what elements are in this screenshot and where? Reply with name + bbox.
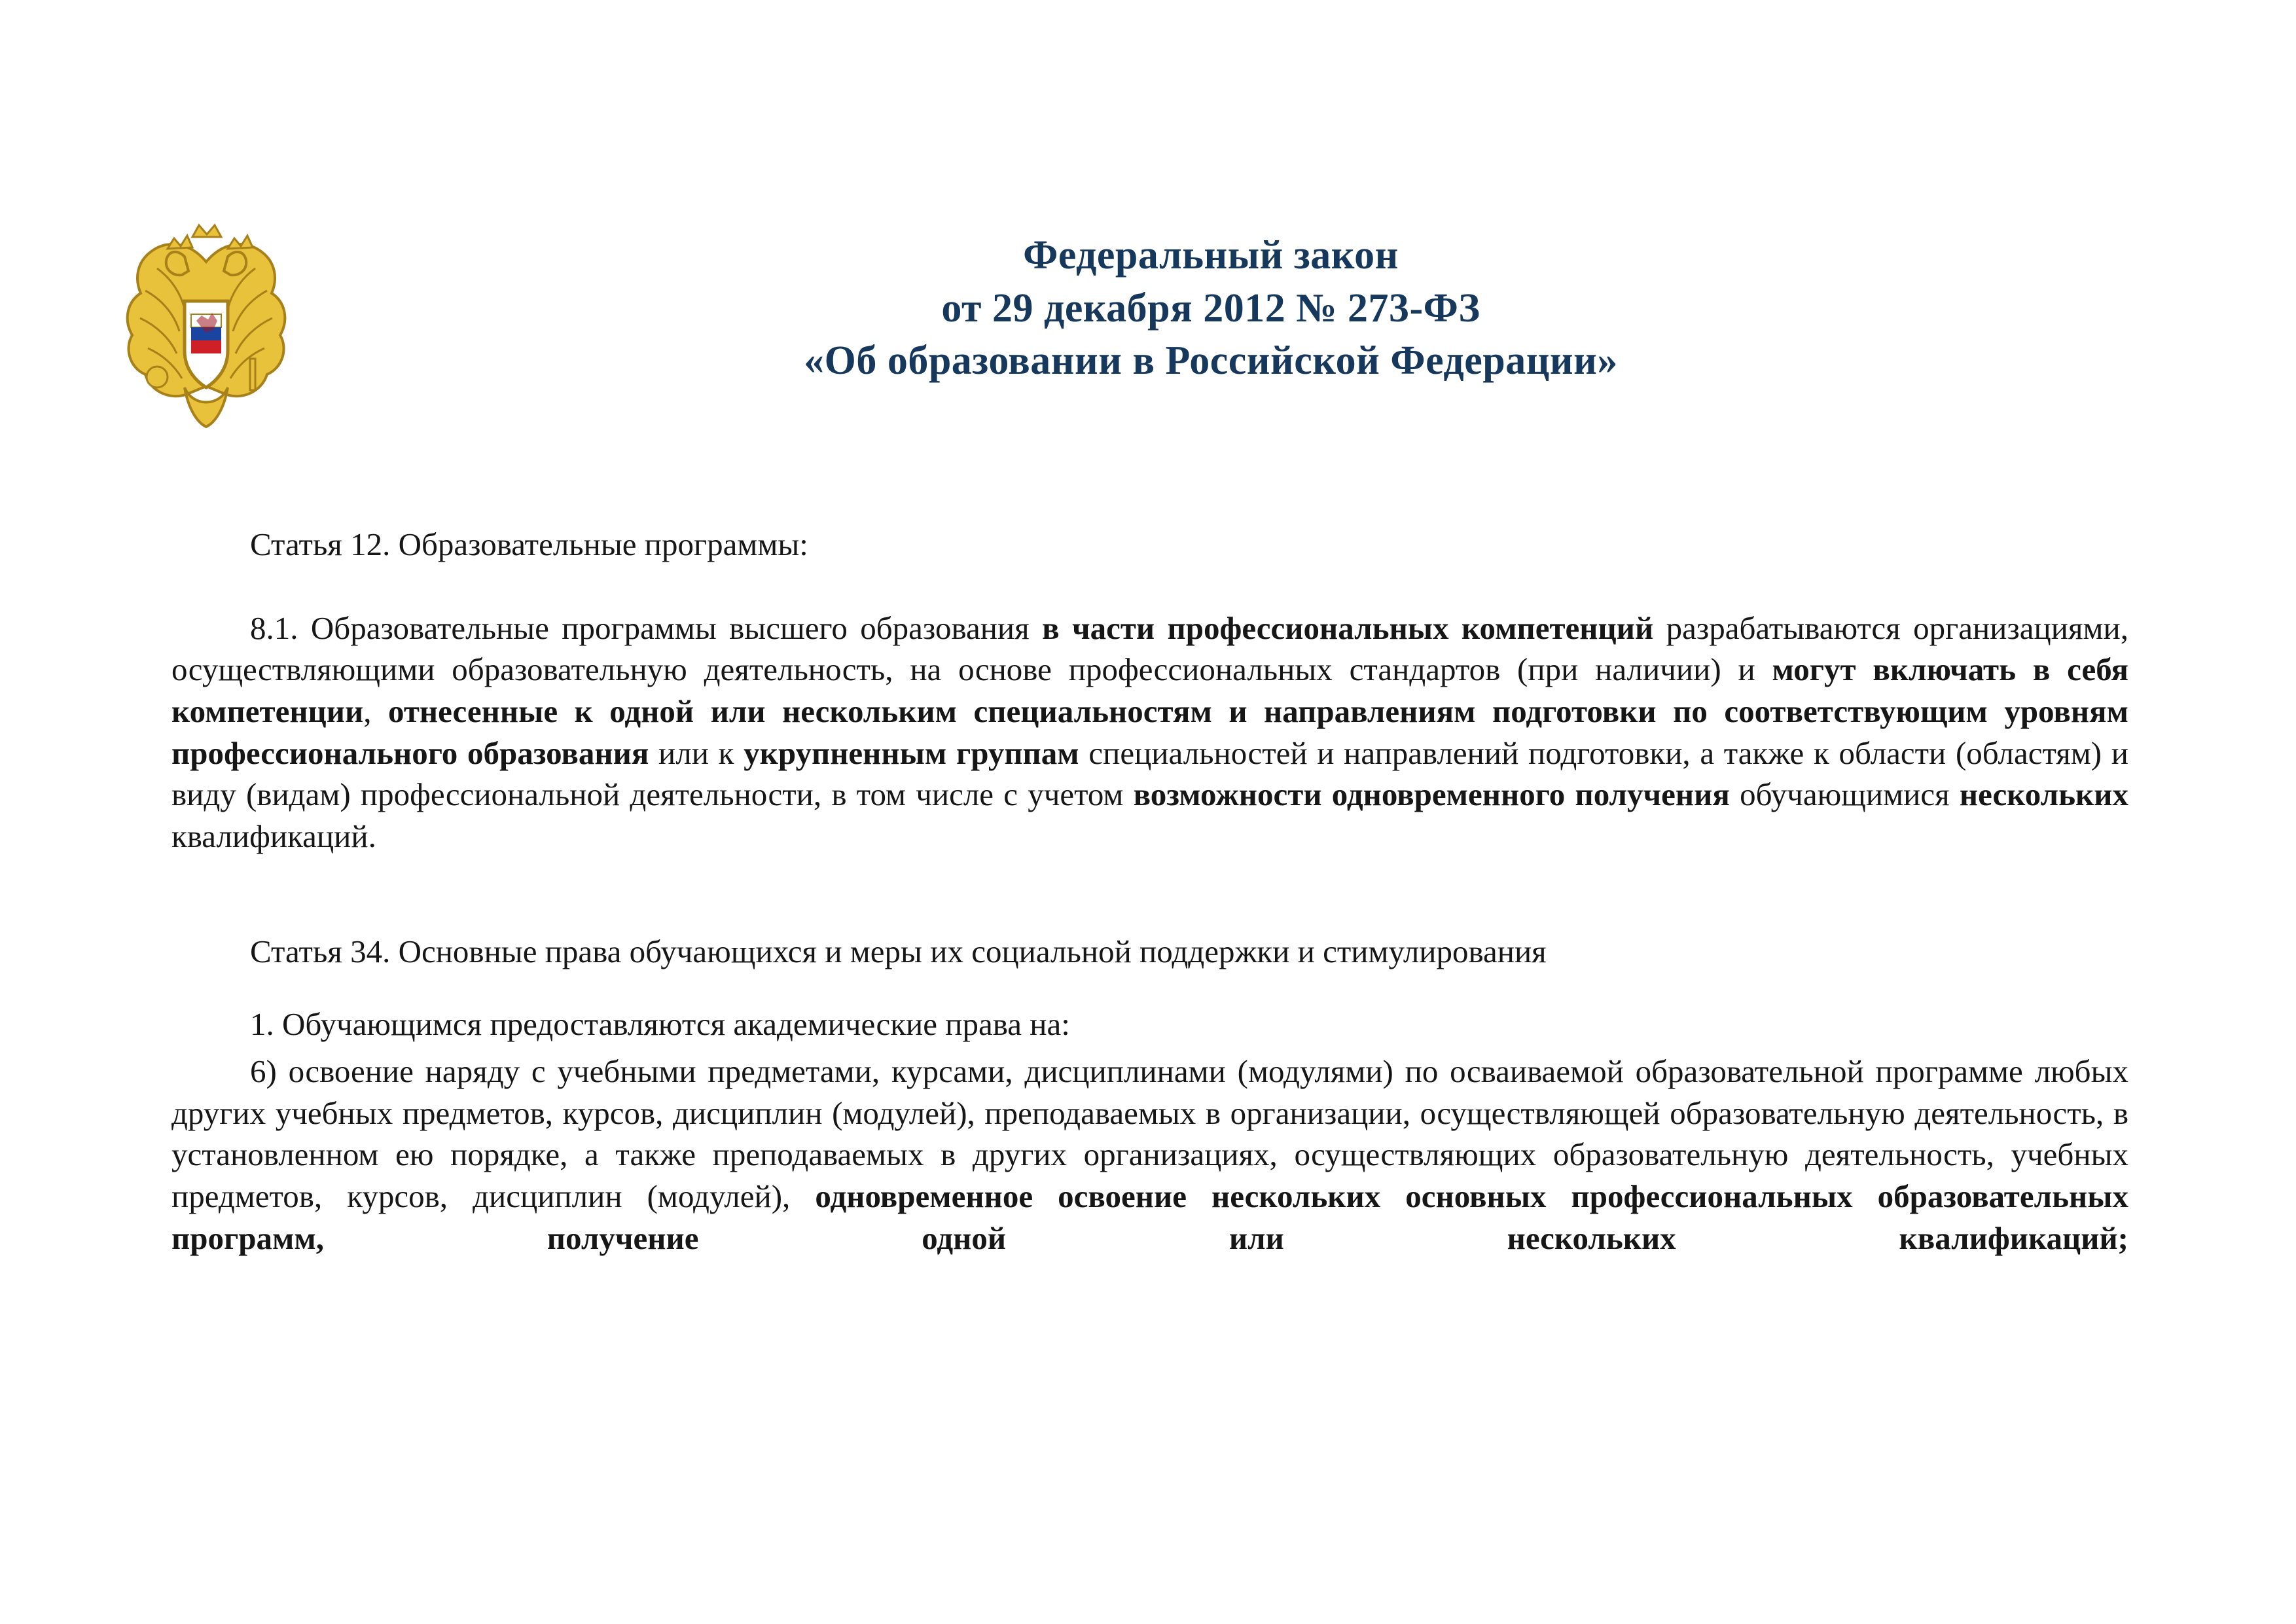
clause-6-paragraph [171, 1051, 2128, 1301]
clause-8-1-bold-3: отнесенные к одной или нескольким специальностям и направлениям подготовки по соответствующим уровням профессионального образования [171, 693, 2128, 771]
clause-8-1-paragraph [171, 607, 2128, 899]
clause-8-1-text-5: специальностей и направлений подготовки, а также к области (областям) и виду (видам) профессиональной деятельности, в том числе с учетом [171, 734, 2128, 813]
clause-8-1-bold-4: укрупненным группам [744, 734, 1079, 771]
title-line-3: «Об образовании в Российской Федерации» [804, 338, 1618, 384]
article-34-heading: Статья 34. Основные права обучающихся и меры их социальной поддержки и стимулирования [250, 933, 1547, 969]
russian-federation-coat-of-arms-icon [111, 223, 301, 432]
clause-8-1-text-3: , [363, 693, 388, 730]
document-header [0, 216, 2296, 478]
document-body [171, 524, 2128, 1301]
clause-1-paragraph: 1. Обучающимся предоставляются академические права на: [250, 1006, 1070, 1043]
clause-8-1-bold-5: возможности одновременного получения [1133, 776, 1730, 813]
clause-8-1-bold-6: нескольких [1959, 776, 2128, 813]
clause-8-1-bold-2: могут включать в себя компетенции [171, 651, 2129, 730]
clause-6-text-1: 6) освоение наряду с учебными предметами, курсами, дисциплинами (модулями) по осваиваемой образовательной программе любых других учебных предметов, курсов, дисциплин (модулей), преподаваемых в организации, осуществляющей образовательную деятельность, в установленном ею порядке, а также преподаваемых в других организациях, осуществляющих образовательную деятельность, учебных предметов, курсов, дисциплин (модулей), [171, 1053, 2128, 1214]
clause-8-1-text-6: обучающимися [1729, 776, 1960, 813]
clause-8-1-bold-1: в части профессиональных компетенций [1042, 609, 1654, 646]
clause-8-1-text-4: или к [649, 734, 744, 771]
title-line-2: от 29 декабря 2012 № 273-ФЗ [941, 285, 1480, 331]
clause-8-1-text-7: квалификаций. [171, 818, 376, 855]
page-title [458, 229, 1964, 388]
article-12-heading: Статья 12. Образовательные программы: [250, 526, 808, 562]
clause-6-bold-1: одновременное освоение нескольких основных профессиональных образовательных программ, получение одной или нескольких квалификаций; [171, 1178, 2128, 1256]
clause-8-1-text-2: разрабатываются организациями, осуществляющими образовательную деятельность, на основе профессиональных стандартов (при наличии) и [171, 609, 2128, 688]
clause-8-1-text-1: 8.1. Образовательные программы высшего образования [250, 609, 1043, 646]
title-line-1: Федеральный закон [1023, 233, 1399, 278]
